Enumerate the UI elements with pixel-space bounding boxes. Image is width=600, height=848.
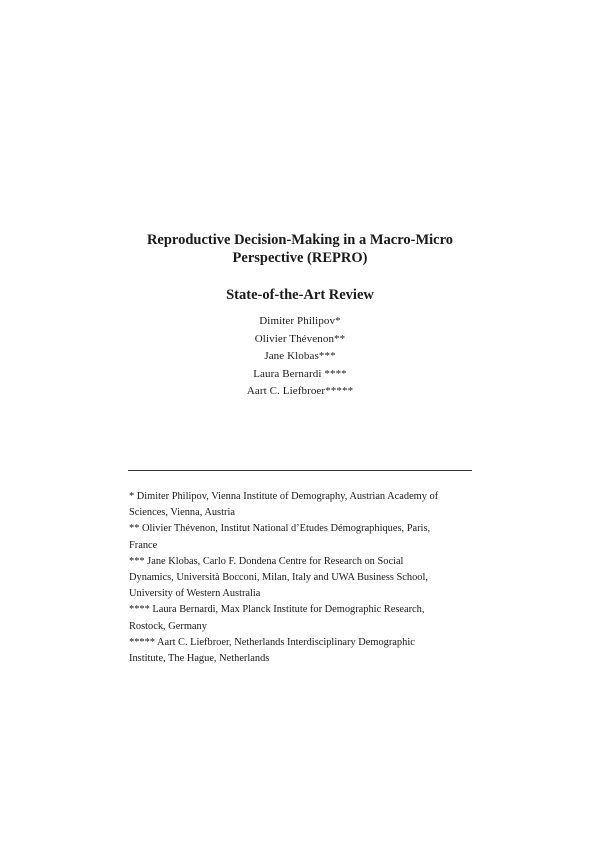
footnote-line: France (129, 539, 158, 551)
footnote-line: Dynamics, Università Bocconi, Milan, Italy and UWA Business School, (129, 572, 428, 584)
footnote-line: ***** Aart C. Liefbroer, Netherlands Interdisciplinary Demographic (129, 636, 415, 648)
author-list (0, 313, 600, 401)
footnote-4 (129, 602, 474, 634)
footnote-divider (128, 470, 472, 471)
footnote-line: * Dimiter Philipov, Vienna Institute of Demography, Austrian Academy of (129, 491, 439, 502)
author-name: Dimiter Philipov* (259, 315, 341, 327)
footnotes (129, 489, 474, 667)
footnote-line: Institute, The Hague, Netherlands (129, 653, 270, 665)
footnote-line: Sciences, Vienna, Austria (129, 507, 235, 519)
footnote-3 (129, 554, 474, 603)
footnote-line: **** Laura Bernardi, Max Planck Institute for Demographic Research, (129, 604, 425, 616)
title-block (0, 231, 600, 304)
footnote-line: *** Jane Klobas, Carlo F. Dondena Centre for Research on Social (129, 555, 404, 567)
subtitle: State-of-the-Art Review (226, 287, 374, 303)
author-name: Jane Klobas*** (264, 350, 336, 363)
footnote-line: ** Olivier Thévenon, Institut National d’Etudes Démographiques, Paris, (129, 523, 431, 535)
author-name: Laura Bernardi **** (253, 367, 347, 380)
footnote-2 (129, 521, 474, 553)
author-name: Aart C. Liefbroer***** (246, 385, 354, 398)
footnote-line: Rostock, Germany (129, 620, 207, 632)
author-name: Olivier Thévenon** (254, 332, 346, 345)
title-line-2: Perspective (REPRO) (232, 250, 368, 266)
footnote-line: University of Western Australia (129, 588, 261, 600)
footnote-5 (129, 635, 474, 667)
footnote-1 (129, 489, 474, 521)
title-line-1: Reproductive Decision-Making in a Macro-Micro (146, 232, 454, 248)
